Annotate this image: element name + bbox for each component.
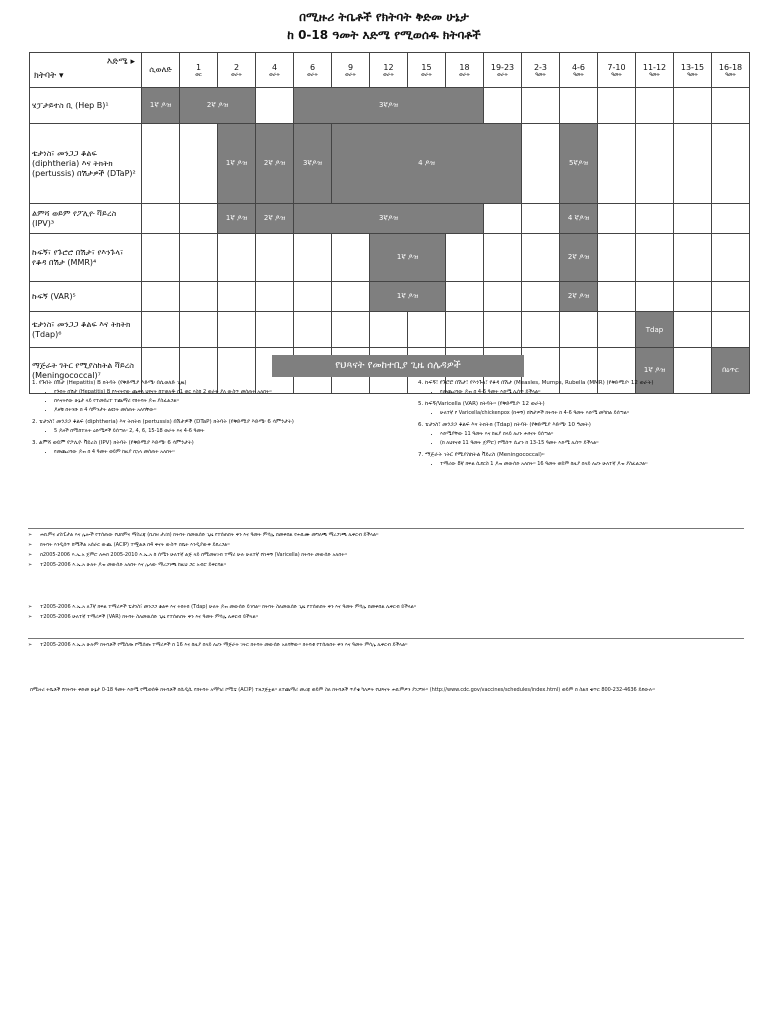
note-list: [418, 461, 748, 468]
age-header: [522, 53, 560, 88]
age-unit: ወራት: [459, 71, 470, 78]
note-heading: 7. ማጅራት ገትር የሚያስከትል ቫይረስ (Meningococcal)፡፡: [418, 452, 545, 458]
vaccine-name: ኩፍኝ፣ የጉሮሮ በሽታ፣ የእንጉላ፣ የቆዳ በሽታ (MMR)⁴: [30, 234, 142, 282]
empty-cell: [218, 312, 256, 348]
empty-cell: [712, 124, 750, 204]
empty-cell: [484, 234, 522, 282]
note-item: • ዶዞቹ በትንሹ በ 4 ሳምንታት ልዩነት መሰጠት አለባቸው፡፡: [54, 407, 402, 414]
footer-note: በሚዙሪ ትቤቶች የክትባት ቅድመ ሁኔታ 0-18 ዓመት እድሜ የሚወሰዱ ክትባቶች በሲዲሲ የክትባት አማካሪ ኮሚቴ (ACIP) ተዘጋጅቷል፡፡ ለተጨማሪ መረጃ ወይም ስለ ክትባቶች ጥያቄ ካለዎት የህጻናት ሐኪምዎን ያነጋግሩ፡፡ (http://www.cdc.gov/vaccines/schedules/index.html) ወይም በ ስልክ ቁጥር 800-232-4636 ይደውሉ፡፡: [30, 687, 655, 693]
age-header: [180, 53, 218, 88]
age-value: 13-15: [680, 62, 705, 72]
bullet-text: በ2005-2006 እ.ኤ.አ ጀምሮ ለሕክ 2005-2010 እ.ኤ.አ ከ ሰሜን ሁለተኛ ልጅ ላይ በሚመዘገብ ተማሪ ሁሉ ሁለተኛ የኩፍኝ (Varicella) ክትባት መውሰድ አለበት፡፡: [40, 552, 347, 558]
dose-cell: 1ኛ ዶዝ: [636, 348, 674, 394]
age-header: [446, 53, 484, 88]
age-unit: ወራት: [497, 71, 508, 78]
notes-left: [32, 380, 402, 461]
dose-cell: 3ኛዶዝ: [294, 88, 484, 124]
table-row: [30, 124, 750, 204]
note-item: • 5 ዶዞች በሚከተሉት ዕድሜዎች ይሰጣሉ፡ 2, 4, 6, 15-18 ወራት እና 4-6 ዓመት: [54, 428, 402, 435]
arrow-icon: ➢: [28, 614, 33, 620]
empty-cell: [180, 282, 218, 312]
empty-cell: [142, 204, 180, 234]
dose-cell: 4 ኛዶዝ: [560, 204, 598, 234]
empty-cell: [674, 124, 712, 204]
age-label: እድሜ ▸: [106, 57, 135, 67]
note-item: • እድሜያቸው 11 ዓመት እና ከዚያ በላይ ለሆኑ ሕፃናት ይሰጣል፡፡: [440, 431, 748, 438]
arrow-icon: ➢: [28, 532, 33, 538]
empty-cell: [294, 282, 332, 312]
bullet-item: [28, 552, 744, 559]
empty-cell: [332, 312, 370, 348]
empty-cell: [674, 312, 712, 348]
vaccine-name: ልምሻ ወይም የፖሊዮ ቫይረስ (IPV)³: [30, 204, 142, 234]
empty-cell: [446, 234, 484, 282]
empty-cell: [674, 234, 712, 282]
empty-cell: [674, 282, 712, 312]
empty-cell: [180, 312, 218, 348]
arrow-icon: ➢: [28, 562, 33, 568]
note-item: • የመጨረሻው ዶዝ በ 4 ዓመት ወይም ከዚያ በኋላ መሰጠት አለበት፡፡: [54, 449, 402, 456]
empty-cell: [636, 88, 674, 124]
age-value: ሲወለድ: [149, 65, 172, 74]
bullet-list-2: [28, 604, 744, 624]
note-heading: 6. ቴታነስ፣ መንጋጋ ቆልፍ እና ትክትክ (Tdap) ክትባት (የቅድሚያ እድሜ፡ 10 ዓመት): [418, 422, 591, 428]
dose-cell: 1ኛ ዶዝ: [142, 88, 180, 124]
empty-cell: [446, 282, 484, 312]
table-row: [30, 234, 750, 282]
page-subtitle: ከ 0-18 ዓመት እድሜ የሚወሰዱ ክትባቶች: [287, 28, 481, 42]
empty-cell: [294, 312, 332, 348]
divider: [28, 528, 744, 529]
vaccine-name: ኩፍኝ (VAR)⁵: [30, 282, 142, 312]
note-block: [418, 380, 748, 396]
empty-cell: [256, 234, 294, 282]
arrow-icon: ➢: [28, 552, 33, 558]
age-unit: ዓመት: [535, 71, 546, 78]
note-heading: 1. የጉበት በሽታ (Hepatitis) B ክትባት (የቅድሚያ እድሜ፡ በሲወለድ ጊዜ): [32, 380, 187, 386]
note-heading: 3. ልምሻ ወይም የፖሊዮ ቫይረስ (IPV) ክትባት (የቅድሚያ እድሜ፡ 6 ሳምንታት): [32, 440, 194, 446]
age-value: 7-10: [607, 62, 626, 72]
age-unit: ዓመት: [725, 71, 736, 78]
empty-cell: [142, 234, 180, 282]
age-header: [712, 53, 750, 88]
age-value: 12: [383, 62, 394, 72]
empty-cell: [522, 234, 560, 282]
bullet-text: ተ2005-2006 እ.ኤ.አ ለ7ኛ ክፍል ተማሪዎች ቴታነስ፣ መንጋጋ ቆልፍ እና ትክትክ (Tdap) ሁለት ዶዝ መውሰድ ይገባል፡፡ ክትባት ስለመዉሰድ ጊዜ የተሰጠበት ቀን እና ዓመት ምሳሌ በመቀበል ሊቀርብ ይችላል፡፡: [40, 604, 417, 610]
empty-cell: [522, 282, 560, 312]
table-row: [30, 88, 750, 124]
header-corner: [30, 53, 142, 88]
empty-cell: [142, 282, 180, 312]
bullet-text: ሐኪምና ሆስፒታል እና ሌሎች የተሰጠው የህክምና ማስረጃ (ቢበዛ ታሪክ) ክትባት በመዉሰድ ጊዜ የተሰጠበት ቀን እና ዓመት ምሳሌ በመቀበል የሐኪሙ መግለጫ ማረጋገጫ ሊቀርብ ይችላል፡፡: [40, 532, 379, 538]
empty-cell: [484, 88, 522, 124]
bullet-text: ክትባት እንዲሰጥ ከሚችል አሰራር ውጪ (ACIP) ተሟልቶ በ4 ቀናት ውስጥ በቤት እንዲያውቅ ይደረጋል፡፡: [40, 542, 230, 548]
age-value: 18: [459, 62, 470, 72]
page-title: በሚዙሪ ትቤቶች የክትባት ቅድመ ሁኔታ: [299, 10, 469, 24]
empty-cell: [408, 312, 446, 348]
bullet-item: [28, 614, 744, 621]
empty-cell: [712, 282, 750, 312]
note-block: [32, 419, 402, 435]
dose-cell: 2ኛ ዶዝ: [256, 204, 294, 234]
dose-cell: 2ኛ ዶዝ: [256, 124, 294, 204]
note-item: • የጉበት በሽታ (Hepatitis) B የእናትየው ጨቅላ ህፃናት ከተወለዱ በ1 ወር እስከ 2 ወራት ያለ ውስጥ መሰጠት አለበት፡፡: [54, 389, 402, 396]
dose-cell: 1ኛ ዶዝ: [370, 234, 446, 282]
age-unit: ዓመት: [611, 71, 622, 78]
age-value: 1: [195, 62, 202, 72]
age-header: [484, 53, 522, 88]
empty-cell: [256, 312, 294, 348]
age-header: [370, 53, 408, 88]
empty-cell: [180, 234, 218, 282]
empty-cell: [598, 204, 636, 234]
empty-cell: [142, 124, 180, 204]
age-unit: ዓመት: [573, 71, 584, 78]
age-value: 4: [271, 62, 278, 72]
bullet-item: [28, 604, 744, 611]
note-heading: 4. ኩፍኝ፣ የጉሮሮ በሽታ፣ የእንጉላ፣ የቆዳ በሽታ (Measles, Mumps, Rubella (MMR) (የቅድሚያ፡ 12 ወራት): [418, 380, 654, 386]
bullet-text: ተ2005-2006 እ.ኤ.አ ሁሉም ክትባቶች የሚሰጡ የሚሰጡ ተማሪዎች በ 16 እና ከዚያ በላይ ለሆኑ ማጅራት ገትር ክትባት መውሰድ አለባቸው፡፡ ክትባቱ የተሰጠበት ቀን እና ዓመት ምሳሌ ሊቀርብ ይችላል፡፡: [40, 642, 408, 648]
arrow-icon: ➢: [28, 542, 33, 548]
age-value: 11-12: [642, 62, 667, 72]
note-block: [32, 380, 402, 414]
note-list: [32, 428, 402, 435]
table-row: [30, 282, 750, 312]
age-value: 4-6: [571, 62, 586, 72]
dose-cell: 2ኛ ዶዝ: [560, 234, 598, 282]
dose-cell: 4 ዶዝ: [332, 124, 522, 204]
empty-cell: [218, 234, 256, 282]
empty-cell: [598, 234, 636, 282]
empty-cell: [180, 124, 218, 204]
age-header: [408, 53, 446, 88]
dose-cell: 3ኛዶዝ: [294, 124, 332, 204]
arrow-icon: ➢: [28, 604, 33, 610]
dose-cell: 2ኛ ዶዝ: [180, 88, 256, 124]
table-row: [30, 204, 750, 234]
empty-cell: [522, 204, 560, 234]
bullet-text: ተ2005-2006 ሁለተኛ ተማሪዎች (VAR) ክትባት ስለመዉሰድ ጊዜ የተሰጠበት ቀን እና ዓመት ምሳሌ ሊቀርብ ይችላል፡፡: [40, 614, 258, 620]
empty-cell: [674, 204, 712, 234]
empty-cell: [636, 124, 674, 204]
note-item: • ተማሪው 8ኛ ክፍል ሲደርስ 1 ዶዝ መውሰድ አለበት፡፡ 16 ዓመት ወይም ከዚያ በላይ ለሆኑ ሁለተኛ ዶዝ ያስፈልጋል፡፡: [440, 461, 748, 468]
vaccine-name: ሄፓታይተስ ቢ (Hep B)¹: [30, 88, 142, 124]
section-title: የህጻናት የመከተቢያ ጊዜ ሰሌዳዎች: [272, 355, 524, 377]
empty-cell: [598, 282, 636, 312]
empty-cell: [180, 204, 218, 234]
empty-cell: [636, 282, 674, 312]
dose-cell: 1ኛ ዶዝ: [218, 204, 256, 234]
empty-cell: [712, 312, 750, 348]
bullet-item: [28, 642, 744, 649]
bullet-list-1: [28, 532, 744, 572]
empty-cell: [218, 282, 256, 312]
vaccine-label: ክትባት ▾: [34, 71, 64, 81]
empty-cell: [712, 88, 750, 124]
empty-cell: [256, 88, 294, 124]
age-unit: ወራት: [383, 71, 394, 78]
age-unit: ዓመት: [649, 71, 660, 78]
empty-cell: [484, 282, 522, 312]
age-unit: ወራት: [269, 71, 280, 78]
arrow-icon: ➢: [28, 642, 33, 648]
note-block: [418, 422, 748, 447]
empty-cell: [256, 282, 294, 312]
note-item: • ሁለተኛ የ Varicella/chickenpox (ኩፍኝ) በሽታዎች ክትባት ከ 4-6 ዓመት እድሜ መካከል ይሰጣል፡፡: [440, 410, 748, 417]
age-header: [674, 53, 712, 88]
age-value: 6: [309, 62, 316, 72]
note-list: [418, 410, 748, 417]
empty-cell: [522, 124, 560, 204]
note-block: [418, 452, 748, 468]
vaccine-name: ቴታነስ፣ መንጋጋ ቆልፍ እና ትክትክ (Tdap)⁶: [30, 312, 142, 348]
note-list: [418, 389, 748, 396]
dose-cell: 1ኛ ዶዝ: [370, 282, 446, 312]
note-heading: 5. ኩፍኝ/Varicella (VAR) ክትባት፡፡ (የቅድሚያ፡ 12 ወራት): [418, 401, 545, 407]
note-item: • (ከ ለህፃናቱ 11 ዓመት ጀምሮ) የሚሰጥ ሲሆን ከ 13-15 ዓመት እድሜ ሊሰጥ ይችላል፡፡: [440, 440, 748, 447]
dose-cell: 3ኛዶዝ: [294, 204, 484, 234]
empty-cell: [484, 204, 522, 234]
age-header: [142, 53, 180, 88]
age-header: [332, 53, 370, 88]
age-value: 2: [233, 62, 240, 72]
empty-cell: [598, 124, 636, 204]
empty-cell: [294, 234, 332, 282]
age-header: [218, 53, 256, 88]
bullet-text: ተ2005-2006 እ.ኤ.አ ሁለት ዶዝ መውሰድ አለበት እና ሌላው ማረጋገጫ ከዚህ ጋር አብሮ ይቀርባል፡፡: [40, 562, 226, 568]
bullet-item: [28, 542, 744, 549]
age-value: 19-23: [490, 62, 515, 72]
age-header: [294, 53, 332, 88]
dose-cell: 2ኛ ዶዝ: [560, 282, 598, 312]
notes-right: [418, 380, 748, 473]
empty-cell: [484, 312, 522, 348]
note-heading: 2. ቴታነስ፣ መንጋጋ ቆልፍ (diphtheria) እና ትክትክ (pertussis) በሽታዎች (DTaP) ክትባት (የቅድሚያ እድሜ፡ 6 ሳምንታት): [32, 419, 294, 425]
age-value: 15: [421, 62, 432, 72]
empty-cell: [522, 312, 560, 348]
empty-cell: [636, 204, 674, 234]
table-body: [30, 88, 750, 394]
empty-cell: [522, 88, 560, 124]
empty-cell: [560, 312, 598, 348]
empty-cell: [446, 312, 484, 348]
note-item: • የመጨረሻው ዶዝ በ 4-6 ዓመት እድሜ ሊሰጥ ይችላል፡፡: [440, 389, 748, 396]
age-header: [598, 53, 636, 88]
vaccine-name: ማጅራት ገትር የሚያስከትል ቫይረስ (Meningococcal)⁷: [30, 348, 142, 394]
bullet-item: [28, 532, 744, 539]
note-list: [32, 449, 402, 456]
age-unit: ወራት: [307, 71, 318, 78]
bullet-item: [28, 562, 744, 569]
dose-cell: Tdap: [636, 312, 674, 348]
note-list: [418, 431, 748, 447]
age-header: [256, 53, 294, 88]
empty-cell: [332, 234, 370, 282]
dose-cell: 1ኛ ዶዝ: [218, 124, 256, 204]
schedule-table: [29, 52, 750, 394]
note-block: [32, 440, 402, 456]
empty-cell: [332, 282, 370, 312]
empty-cell: [712, 204, 750, 234]
age-unit: ወራት: [421, 71, 432, 78]
empty-cell: [712, 234, 750, 282]
note-list: [32, 389, 402, 414]
age-value: 16-18: [718, 62, 743, 72]
age-unit: ወራት: [345, 71, 356, 78]
age-value: 2-3: [533, 62, 548, 72]
empty-cell: [560, 88, 598, 124]
age-unit: ዓመት: [687, 71, 698, 78]
empty-cell: [598, 88, 636, 124]
table-header-row: [30, 53, 750, 88]
age-unit: ወር: [195, 71, 202, 78]
empty-cell: [142, 312, 180, 348]
empty-cell: [636, 234, 674, 282]
note-block: [418, 401, 748, 417]
bullet-list-3: [28, 642, 744, 652]
note-item: • በእናትየው ሁኔታ ላይ የተመሰረተ ተጨማሪ የክትባት ዶዝ ያስፈልጋል፡፡: [54, 398, 402, 405]
empty-cell: [598, 312, 636, 348]
age-value: 9: [347, 62, 354, 72]
age-header: [560, 53, 598, 88]
empty-cell: [370, 312, 408, 348]
empty-cell: [674, 88, 712, 124]
dose-cell: 5ኛዶዝ: [560, 124, 598, 204]
age-unit: ወራት: [231, 71, 242, 78]
divider: [28, 638, 744, 639]
age-header: [636, 53, 674, 88]
table-row: [30, 312, 750, 348]
dose-cell: በዕጥር: [712, 348, 750, 394]
vaccine-name: ቴታነስ፣ መንጋጋ ቆልፍ (diphtheria) እና ትክትክ (pertussis) በሽታዎች (DTaP)²: [30, 124, 142, 204]
